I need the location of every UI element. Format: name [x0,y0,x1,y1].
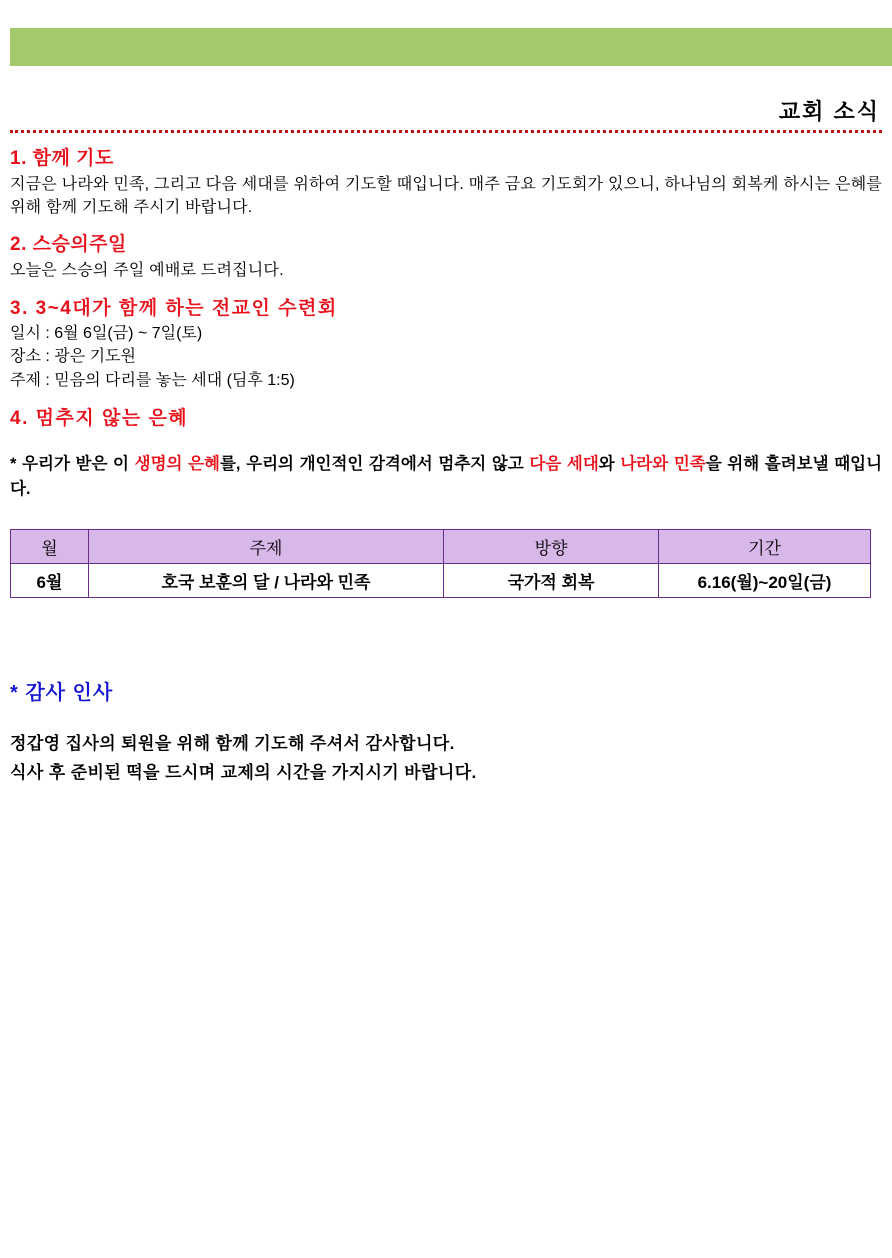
table-header-period: 기간 [659,529,871,563]
note-highlight-1: 생명의 은혜 [134,454,220,473]
cell-topic: 호국 보훈의 달 / 나라와 민족 [89,563,444,597]
retreat-date: 일시 : 6월 6일(금) ~ 7일(토) [10,324,203,342]
section-3-title: 3. 3~4대가 함께 하는 전교인 수련회 [10,297,338,319]
retreat-place: 장소 : 광은 기도원 [10,348,136,366]
cell-direction: 국가적 회복 [444,563,659,597]
note-part-3: 와 [598,454,621,473]
section-thanks [10,676,882,786]
note-part-4: 을 위해 흘려보낼 때입니다. [10,454,883,499]
note-part-2: 를, 우리의 개인적인 감격에서 멈추지 않고 [219,454,530,473]
section-2-title: 2. 스승의주일 [10,234,127,256]
thanks-title: * 감사 인사 [10,681,114,704]
table-row [11,563,871,597]
cell-period: 6.16(월)~20일(금) [659,563,871,597]
section-1-paragraph: 지금은 나라와 민족, 그리고 다음 세대를 위하여 기도할 때입니다. 매주 금요 기도회가 있으니, 하나님의 회복케 하시는 은혜를 위해 함께 기도해 주시기 바랍니다. [10,176,882,217]
section-unceasing-grace [10,403,882,503]
thanks-line-1: 정갑영 집사의 퇴원을 위해 함께 기도해 주셔서 감사합니다. [10,733,455,753]
thanks-line-2: 식사 후 준비된 떡을 드시며 교제의 시간을 가지시기 바랍니다. [10,763,477,783]
cell-month: 6월 [11,563,89,597]
retreat-theme: 주제 : 믿음의 다리를 놓는 세대 (딤후 1:5) [10,372,295,389]
section-prayer [10,143,882,219]
section-teachers-sunday [10,229,882,282]
table-header-topic: 주제 [89,529,444,563]
schedule-table [10,529,871,598]
note-highlight-2: 다음 세대 [529,454,599,473]
note-part-1: * 우리가 받은 이 [10,454,135,473]
thanks-body [10,731,882,786]
page-title: 교회 소식 [778,99,880,124]
document-content [10,95,882,790]
section-3-details [10,323,882,393]
top-accent-band [10,28,892,66]
section-4-title: 4. 멈추지 않는 은혜 [10,407,189,429]
table-header-row [11,529,871,563]
table-header-direction: 방향 [444,529,659,563]
section-4-note [10,452,882,503]
table-header-month: 월 [11,529,89,563]
title-divider [10,130,882,133]
section-2-paragraph: 오늘은 스승의 주일 예배로 드려집니다. [10,262,284,280]
section-retreat [10,293,882,393]
note-highlight-3: 나라와 민족 [620,454,706,473]
section-1-title: 1. 함께 기도 [10,148,114,169]
